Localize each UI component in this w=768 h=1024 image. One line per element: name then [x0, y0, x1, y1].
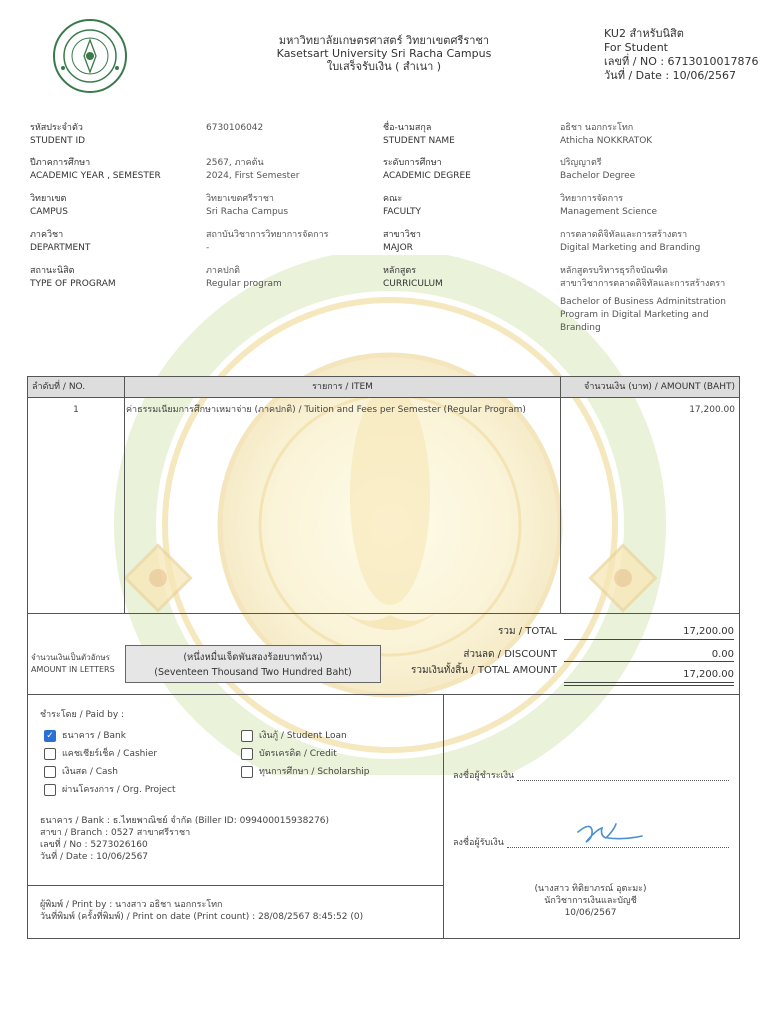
info-value [560, 157, 735, 183]
bank-name: ธนาคาร / Bank : ธ.ไทยพาณิชย์ จำกัด (Biller ID: 099400015938276) [40, 816, 330, 826]
bank-branch: สาขา / Branch : 0527 สาขาศรีราชา [40, 828, 191, 838]
info-value-line1: อธิชา นอกกระโทก [560, 123, 634, 133]
copy-type-en: For Student [604, 41, 668, 54]
payment-option-label: ผ่านโครงการ / Org. Project [62, 785, 176, 795]
payment-option[interactable] [241, 745, 370, 763]
grand-total-value: 17,200.00 [683, 669, 734, 680]
bank-no: เลขที่ / No : 5273026160 [40, 840, 148, 850]
checkbox[interactable] [241, 766, 253, 778]
print-divider [27, 885, 443, 886]
row-no: 1 [73, 405, 79, 415]
university-name-th: มหาวิทยาลัยเกษตรศาสตร์ วิทยาเขตศรีราชา [278, 34, 490, 47]
info-label [30, 157, 205, 183]
payment-option[interactable] [44, 781, 176, 799]
info-label-line1: ปีภาคการศึกษา [30, 158, 91, 168]
payment-option-label: เงินสด / Cash [62, 767, 118, 777]
info-value [206, 157, 381, 183]
info-value-line2: Athicha NOKKRATOK [560, 136, 653, 146]
double-underline [564, 685, 734, 686]
info-label-line1: ชื่อ-นามสกุล [383, 123, 432, 133]
document-title: ใบเสร็จรับเงิน ( สำเนา ) [326, 60, 442, 73]
info-label-line2: CURRICULUM [383, 279, 443, 289]
info-label-line1: สาขาวิชา [383, 230, 421, 240]
total-value: 17,200.00 [683, 626, 734, 637]
header-no: ลำดับที่ / NO. [32, 382, 86, 392]
info-value-line1: 2567, ภาคต้น [206, 158, 264, 168]
info-value [206, 229, 381, 255]
total-label: รวม / TOTAL [497, 626, 557, 637]
checkbox[interactable] [44, 766, 56, 778]
info-value-line2: Regular program [206, 279, 282, 289]
amount-in-letters-label-th: จำนวนเงินเป็นตัวอักษร [31, 653, 110, 662]
receipt-date: วันที่ / Date : 10/06/2567 [604, 69, 737, 82]
info-label-line2: FACULTY [383, 207, 421, 217]
info-label-line2: TYPE OF PROGRAM [30, 279, 116, 289]
info-label-line2: MAJOR [383, 243, 413, 253]
payment-option[interactable] [44, 763, 176, 781]
underline [564, 639, 734, 640]
payment-option[interactable] [241, 727, 370, 745]
checkbox[interactable] [44, 784, 56, 796]
info-label [30, 265, 205, 291]
underline [564, 661, 734, 662]
info-value-line1: สถาบันวิชาการวิทยาการจัดการ [206, 230, 329, 240]
copy-type: KU2 สำหรับนิสิต [604, 27, 684, 40]
info-label-line1: วิทยาเขต [30, 194, 67, 204]
amount-words-th: (หนึ่งหมื่นเจ็ดพันสองร้อยบาทถ้วน) [183, 652, 323, 663]
payment-option[interactable] [241, 763, 370, 781]
info-value-line2: - [206, 243, 210, 253]
amount-words-en: (Seventeen Thousand Two Hundred Baht) [154, 667, 352, 678]
info-value-line1: 6730106042 [206, 123, 264, 133]
payment-option[interactable] [44, 745, 176, 763]
info-value-line1: วิทยาการจัดการ [560, 194, 624, 204]
underline [564, 682, 734, 683]
payer-signature-label: ลงชื่อผู้ชำระเงิน [453, 771, 515, 781]
item-table [27, 376, 740, 614]
payment-option-label: ธนาคาร / Bank [62, 731, 126, 741]
info-label-line1: หลักสูตร [383, 266, 417, 276]
info-value-line1: ปริญญาตรี [560, 158, 602, 168]
receiver-date: 10/06/2567 [564, 908, 617, 918]
info-label-line1: สถานะนิสิต [30, 266, 75, 276]
amount-in-letters [125, 645, 381, 683]
header-item: รายการ / ITEM [312, 382, 373, 392]
info-label [383, 265, 558, 291]
receiver-signature-label: ลงชื่อผู้รับเงิน [453, 838, 504, 848]
payment-option[interactable] [44, 727, 176, 745]
bank-details [40, 815, 329, 863]
payment-options-right [241, 727, 370, 781]
info-value [206, 193, 381, 219]
receiver-info [443, 883, 738, 919]
info-value-line2: Management Science [560, 207, 658, 217]
print-by: ผู้พิมพ์ / Print by : นางสาว อธิชา นอกกระโทก [40, 900, 223, 910]
info-label-line2: STUDENT NAME [383, 136, 455, 146]
info-value-line2: Sri Racha Campus [206, 207, 289, 217]
info-value [560, 193, 735, 219]
payment-options-left [44, 727, 176, 799]
info-value [560, 265, 735, 291]
info-label-line2: ACADEMIC DEGREE [383, 171, 471, 181]
curriculum-extra-line: Bachelor of Business Adminitstration [560, 297, 726, 307]
checkbox[interactable] [241, 748, 253, 760]
payment-option-label: บัตรเครดิต / Credit [259, 749, 337, 759]
column-divider [124, 377, 125, 613]
info-label-line1: รหัสประจำตัว [30, 123, 83, 133]
print-on: วันที่พิมพ์ (ครั้งที่พิมพ์) / Print on date (Print count) : 28/08/2567 8:45:52 (0) [40, 912, 364, 922]
discount-label: ส่วนลด / DISCOUNT [463, 649, 557, 660]
checkbox-checked[interactable]: ✓ [44, 730, 56, 742]
info-value [560, 122, 735, 148]
info-label [30, 193, 205, 219]
info-label-line1: ระดับการศึกษา [383, 158, 442, 168]
info-label [383, 193, 558, 219]
info-value-line2: สาขาวิชาการตลาดดิจิทัลและการสร้างตรา [560, 279, 726, 289]
grand-total-label: รวมเงินทั้งสิ้น / TOTAL AMOUNT [410, 665, 557, 676]
amount-in-letters-label [31, 652, 115, 676]
info-value-line1: ภาคปกติ [206, 266, 241, 276]
curriculum-extra-line: Branding [560, 323, 601, 333]
info-value-line1: วิทยาเขตศรีราชา [206, 194, 274, 204]
info-label [383, 229, 558, 255]
row-item: ค่าธรรมเนียมการศึกษาเหมาจ่าย (ภาคปกติ) / Tuition and Fees per Semester (Regular Program) [126, 405, 526, 415]
info-value-line1: หลักสูตรบริหารธุรกิจบัณฑิต [560, 266, 668, 276]
discount-value: 0.00 [711, 649, 734, 660]
curriculum-extra [560, 296, 750, 335]
print-info [40, 899, 363, 923]
bank-date: วันที่ / Date : 10/06/2567 [40, 852, 149, 862]
info-label-line2: CAMPUS [30, 207, 68, 217]
info-label [30, 229, 205, 255]
payment-option-label: แคชเชียร์เช็ค / Cashier [62, 749, 158, 759]
university-name-en: Kasetsart University Sri Racha Campus [276, 47, 492, 60]
checkbox[interactable] [241, 730, 253, 742]
checkbox[interactable] [44, 748, 56, 760]
info-label-line1: ภาควิชา [30, 230, 64, 240]
receiver-title: นักวิชาการเงินและบัญชี [544, 896, 637, 906]
info-label [383, 157, 558, 183]
payment-option-label: เงินกู้ / Student Loan [259, 731, 347, 741]
handwritten-signature [570, 816, 650, 850]
info-value [560, 229, 735, 255]
info-label-line2: DEPARTMENT [30, 243, 91, 253]
info-label-line2: ACADEMIC YEAR , SEMESTER [30, 171, 161, 181]
amount-in-letters-label-en: AMOUNT IN LETTERS [31, 665, 115, 674]
info-label [383, 122, 558, 148]
info-label [30, 122, 205, 148]
info-label-line1: คณะ [383, 194, 403, 204]
receipt-number: เลขที่ / NO : 6713010017876 [604, 55, 759, 68]
paid-by-label: ชำระโดย / Paid by : [40, 710, 125, 720]
info-value-line2: 2024, First Semester [206, 171, 300, 181]
info-value-line2: Bachelor Degree [560, 171, 636, 181]
info-value [206, 122, 381, 135]
document-meta [604, 27, 759, 83]
header-amount: จำนวนเงิน (บาท) / AMOUNT (BAHT) [584, 382, 735, 392]
payment-option-label: ทุนการศึกษา / Scholarship [259, 767, 370, 777]
info-value [206, 265, 381, 291]
receiver-name: (นางสาว ทิติยาภรณ์ อุตะมะ) [534, 884, 647, 894]
payer-signature-line [517, 779, 729, 781]
row-amount: 17,200.00 [689, 405, 735, 415]
info-value-line2: Digital Marketing and Branding [560, 243, 701, 253]
info-value-line1: การตลาดดิจิทัลและการสร้างตรา [560, 230, 688, 240]
info-label-line2: STUDENT ID [30, 136, 86, 146]
curriculum-extra-line: Program in Digital Marketing and [560, 310, 709, 320]
